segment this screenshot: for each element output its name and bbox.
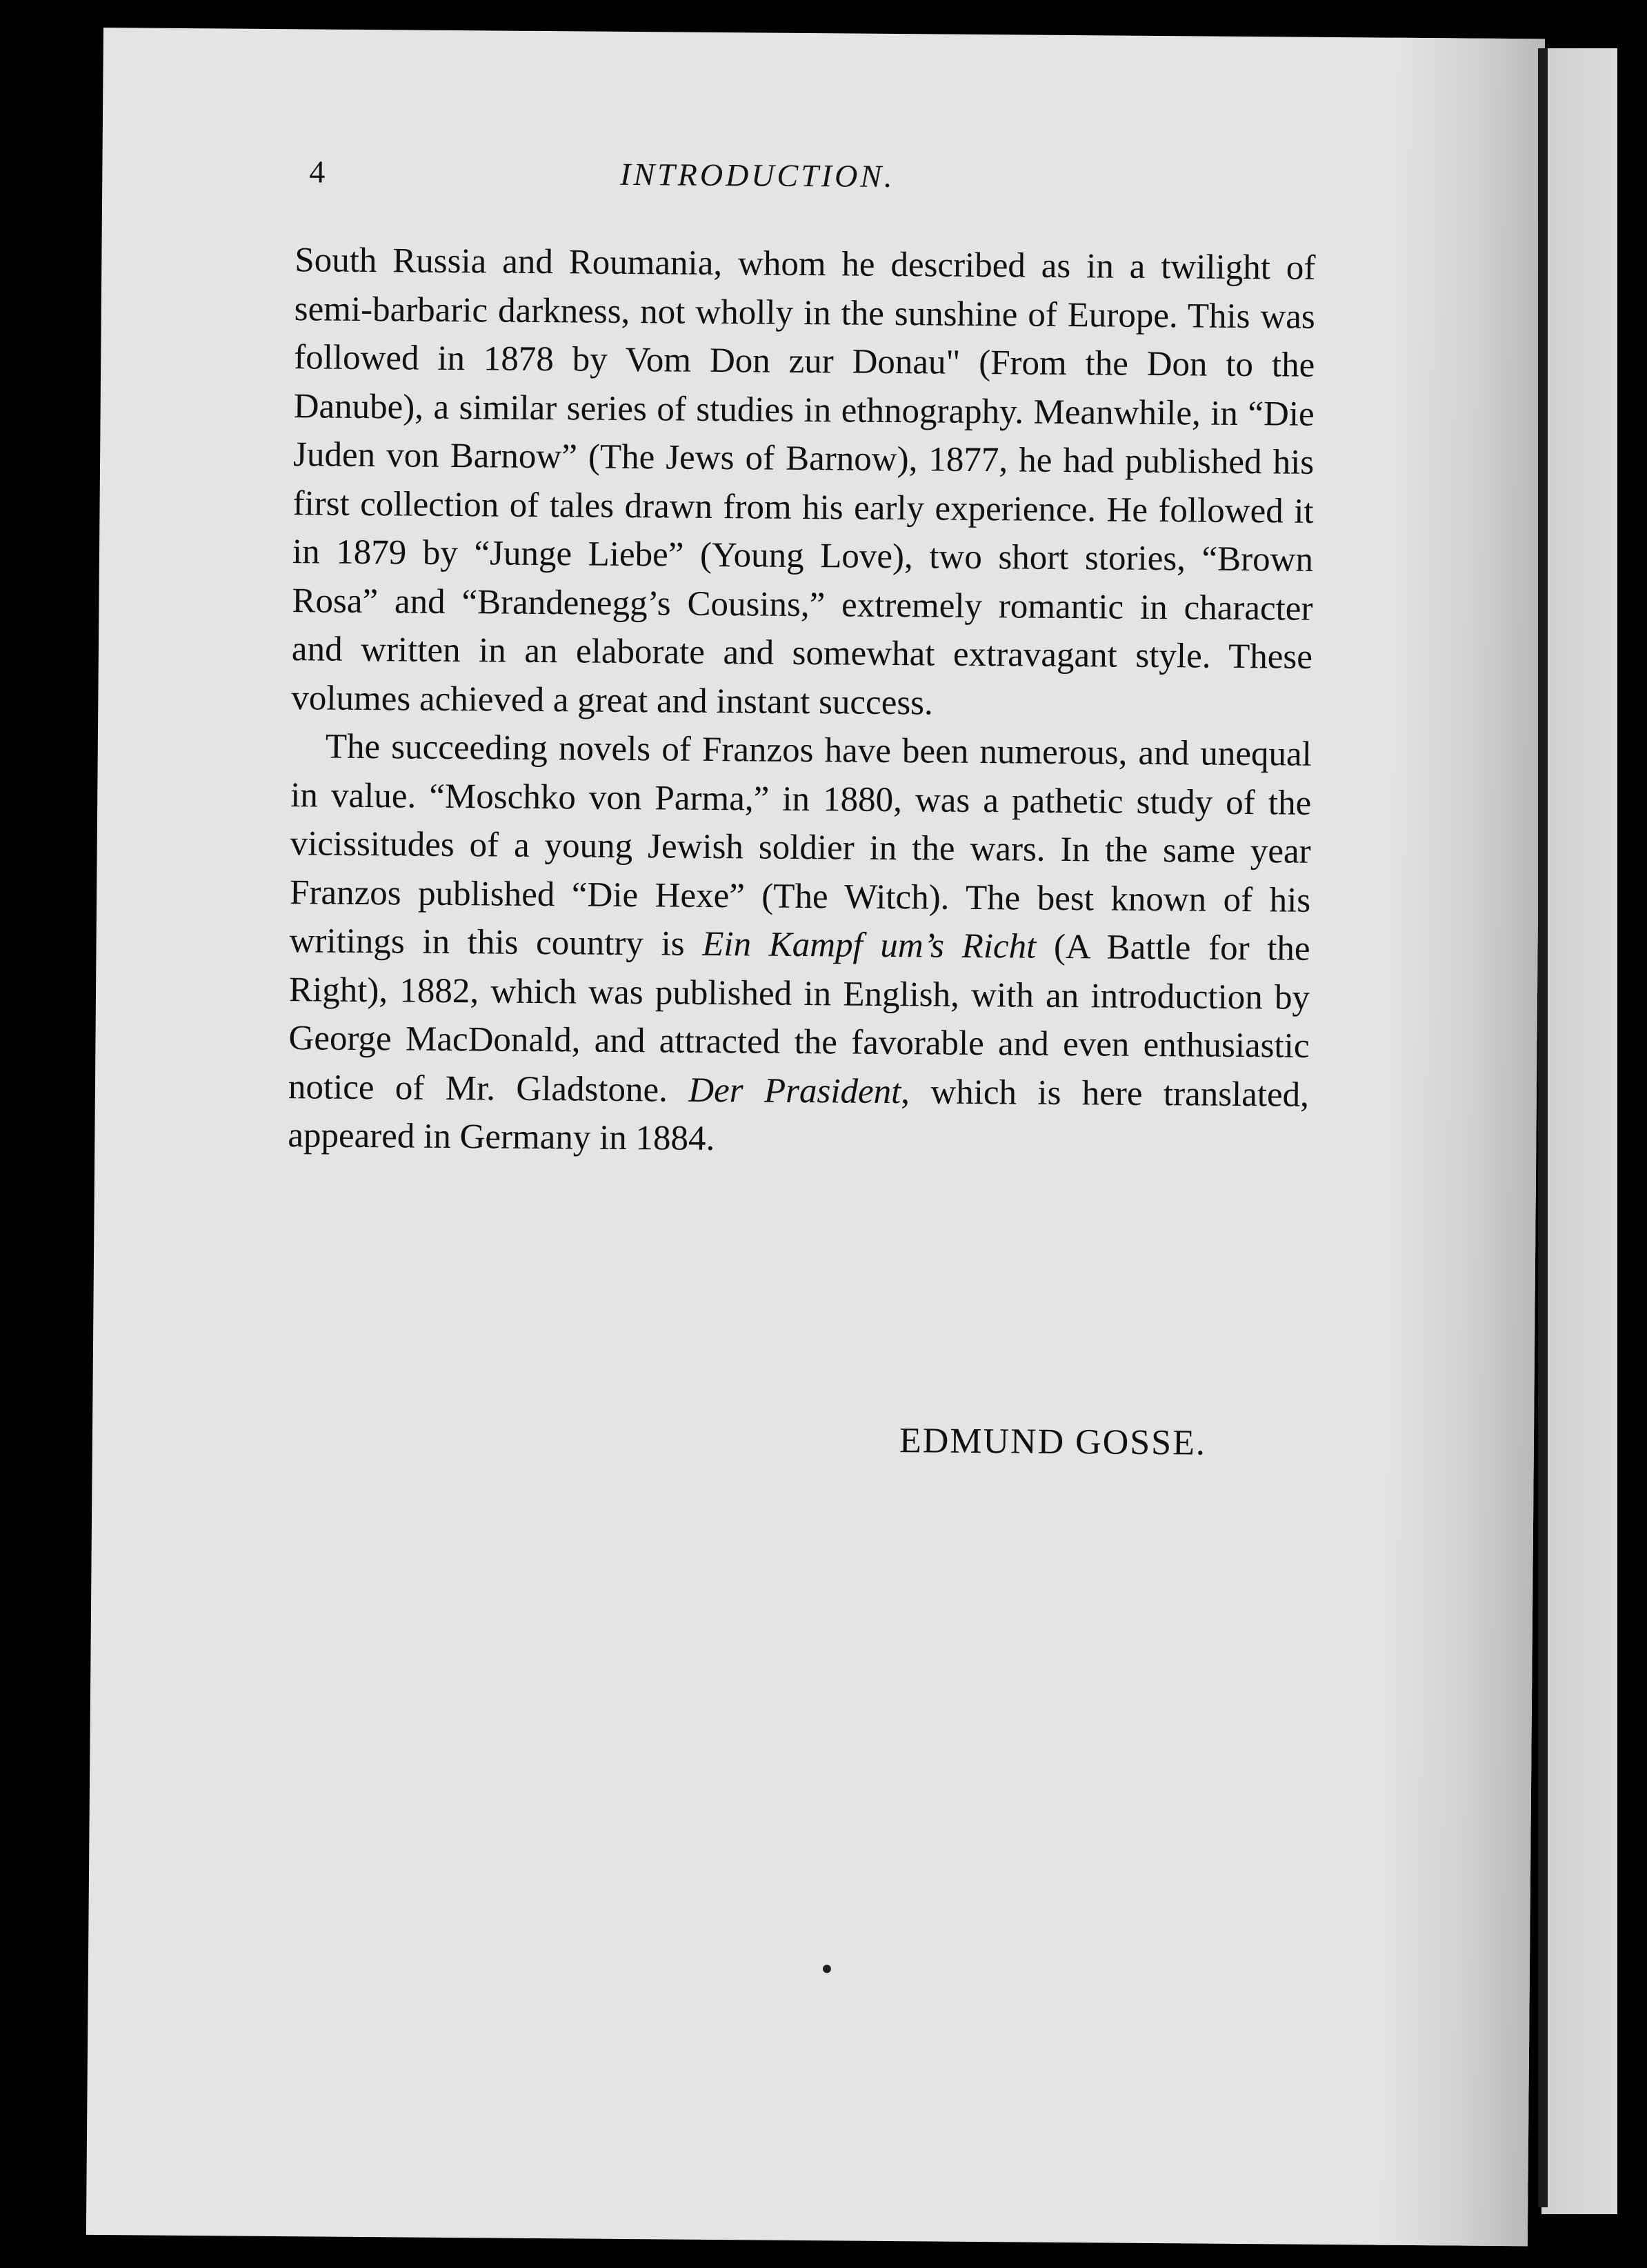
paragraph-1-text: South Russia and Roumania, whom he described as in a twilight of semi-barbaric darkness, not wholly in the sunshine of Europe. This was followed in 1878 by Vom Don zur Donau" (From the Don to the Danube), a similar series of studies in ethnography. Meanwhile, in “Die Juden von Barnow” (The Jews of Barnow), 1877, he had published his first collection of tales drawn from his early experience. He followed it in 1879 by “Junge Liebe” (Young Love), two short stories, “Brown Rosa” and “Brandenegg’s Cousins,” extremely romantic in character and written in an elaborate and somewhat extravagant style. These volumes achieved a great and instant success. bbox=[291, 241, 1316, 722]
paragraph-2 bbox=[288, 722, 1312, 1168]
paragraph-1 bbox=[291, 236, 1315, 730]
paragraph-2-text-b: (A Battle for the Right), 1882, which was published in English, with an introduction by George MacDonald, and attracted the favorable and even enthusiastic notice of Mr. Gladstone. bbox=[288, 927, 1310, 1110]
page-number: 4 bbox=[309, 154, 326, 190]
italic-title-der-prasident: Der Prasident bbox=[688, 1071, 901, 1111]
header-title: INTRODUCTION. bbox=[619, 156, 895, 195]
ink-speck bbox=[823, 1964, 831, 1973]
book-gutter-line bbox=[1538, 48, 1548, 2207]
book-page bbox=[86, 28, 1545, 2246]
italic-title-ein-kampf: Ein Kampf um’s Richt bbox=[702, 924, 1037, 966]
page-shading bbox=[1376, 38, 1545, 2247]
running-head bbox=[309, 153, 1124, 215]
paragraph-2-text-a: The succeeding novels of Franzos have been numerous, and unequal in value. “Moschko von Parma,” in 1880, was a pathetic study of the vicissitudes of a young Jewish soldier in the wars. In the same year Franzos published “Die Hexe” (The Witch). The best known of his writings in this country is bbox=[289, 727, 1312, 964]
facing-page-edge bbox=[1541, 48, 1617, 2214]
signature: EDMUND GOSSE. bbox=[899, 1421, 1207, 1463]
paragraph-2-text-c: , which is here translated, appeared in Germany in 1884. bbox=[288, 1072, 1310, 1159]
body-text bbox=[288, 236, 1315, 1168]
